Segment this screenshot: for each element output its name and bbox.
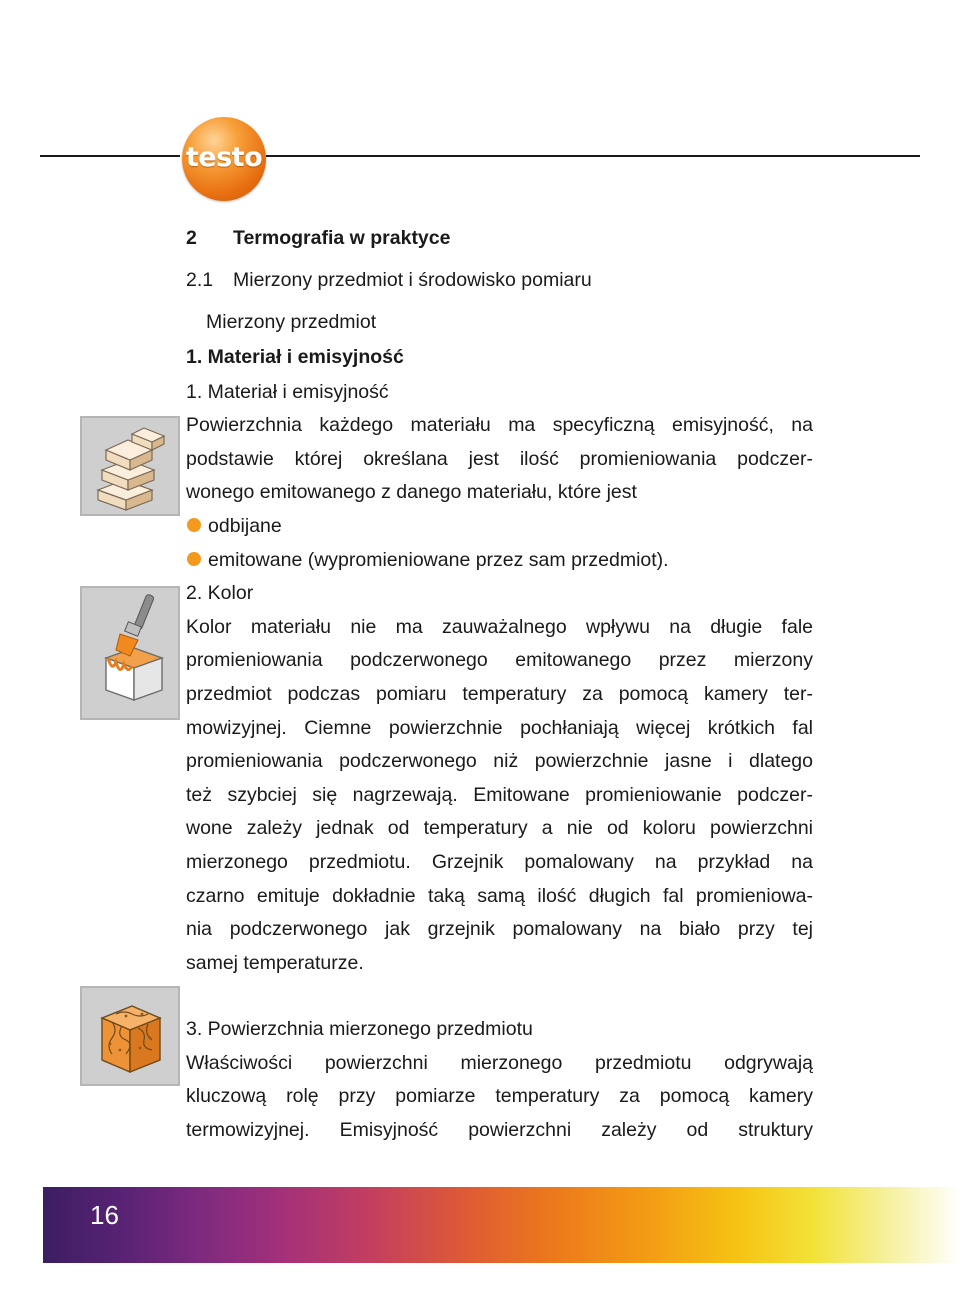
section2-title: 2. Kolor: [186, 582, 254, 604]
bullet-dot: [187, 552, 201, 566]
section2-line: samej temperaturze.: [186, 952, 364, 974]
section2-line: wone zależy jednak od temperatury a nie od koloru powierzchni: [186, 817, 813, 839]
logo-text: testo: [185, 142, 263, 173]
section3-line: Właściwości powierzchni mierzonego przedmiotu odgrywają: [186, 1052, 813, 1074]
section2-line: też szybciej się nagrzewają. Emitowane promieniowanie podczer-: [186, 784, 813, 806]
chapter-number: 2: [186, 227, 197, 249]
chapter-title: Termografia w praktyce: [233, 227, 451, 249]
section1-title: 1. Materiał i emisyjność: [186, 381, 389, 403]
section-title: Mierzony przedmiot i środowisko pomiaru: [233, 269, 592, 291]
bullet-item: emitowane (wypromieniowane przez sam przedmiot).: [208, 549, 669, 571]
textured-cube-icon: [80, 986, 180, 1086]
item-heading: 1. Materiał i emisyjność: [186, 346, 404, 368]
subsection-title: Mierzony przedmiot: [206, 311, 377, 333]
header-rule-left: [40, 155, 180, 157]
section1-line: Powierzchnia każdego materiału ma specyficzną emisyjność, na: [186, 414, 813, 436]
footer-gradient-bar: [43, 1187, 960, 1263]
bullet-item: odbijane: [208, 515, 282, 537]
section2-line: nia podczerwonego jak grzejnik pomalowany na biało przy tej: [186, 918, 813, 940]
testo-logo: [182, 117, 266, 201]
section1-line: podstawie której określana jest ilość promieniowania podczer-: [186, 448, 813, 470]
section2-line: mierzonego przedmiotu. Grzejnik pomalowany na przykład na: [186, 851, 813, 873]
section2-line: mowizyjnej. Ciemne powierzchnie pochłaniają więcej krótkich fal: [186, 717, 813, 739]
section3-line: kluczową rolę przy pomiarze temperatury za pomocą kamery: [186, 1085, 813, 1107]
section-number: 2.1: [186, 269, 214, 291]
header-rule-right: [266, 155, 920, 157]
section2-line: promieniowania podczerwonego emitowanego przez mierzony: [186, 649, 813, 671]
section1-line: wonego emitowanego z danego materiału, które jest: [186, 481, 637, 503]
section2-line: Kolor materiału nie ma zauważalnego wpływu na długie fale: [186, 616, 813, 638]
bricks-icon: [80, 416, 180, 516]
bullet-dot: [187, 518, 201, 532]
section3-line: termowizyjnej. Emisyjność powierzchni zależy od struktury: [186, 1119, 813, 1141]
page-number: 16: [90, 1200, 119, 1230]
paintbrush-cube-icon: [80, 586, 180, 720]
section2-line: przedmiot podczas pomiaru temperatury za pomocą kamery ter-: [186, 683, 813, 705]
section2-line: czarno emituje dokładnie taką samą ilość długich fal promieniowa-: [186, 885, 813, 907]
section2-line: promieniowania podczerwonego niż powierzchnie jasne i dlatego: [186, 750, 813, 772]
section3-title: 3. Powierzchnia mierzonego przedmiotu: [186, 1018, 533, 1040]
